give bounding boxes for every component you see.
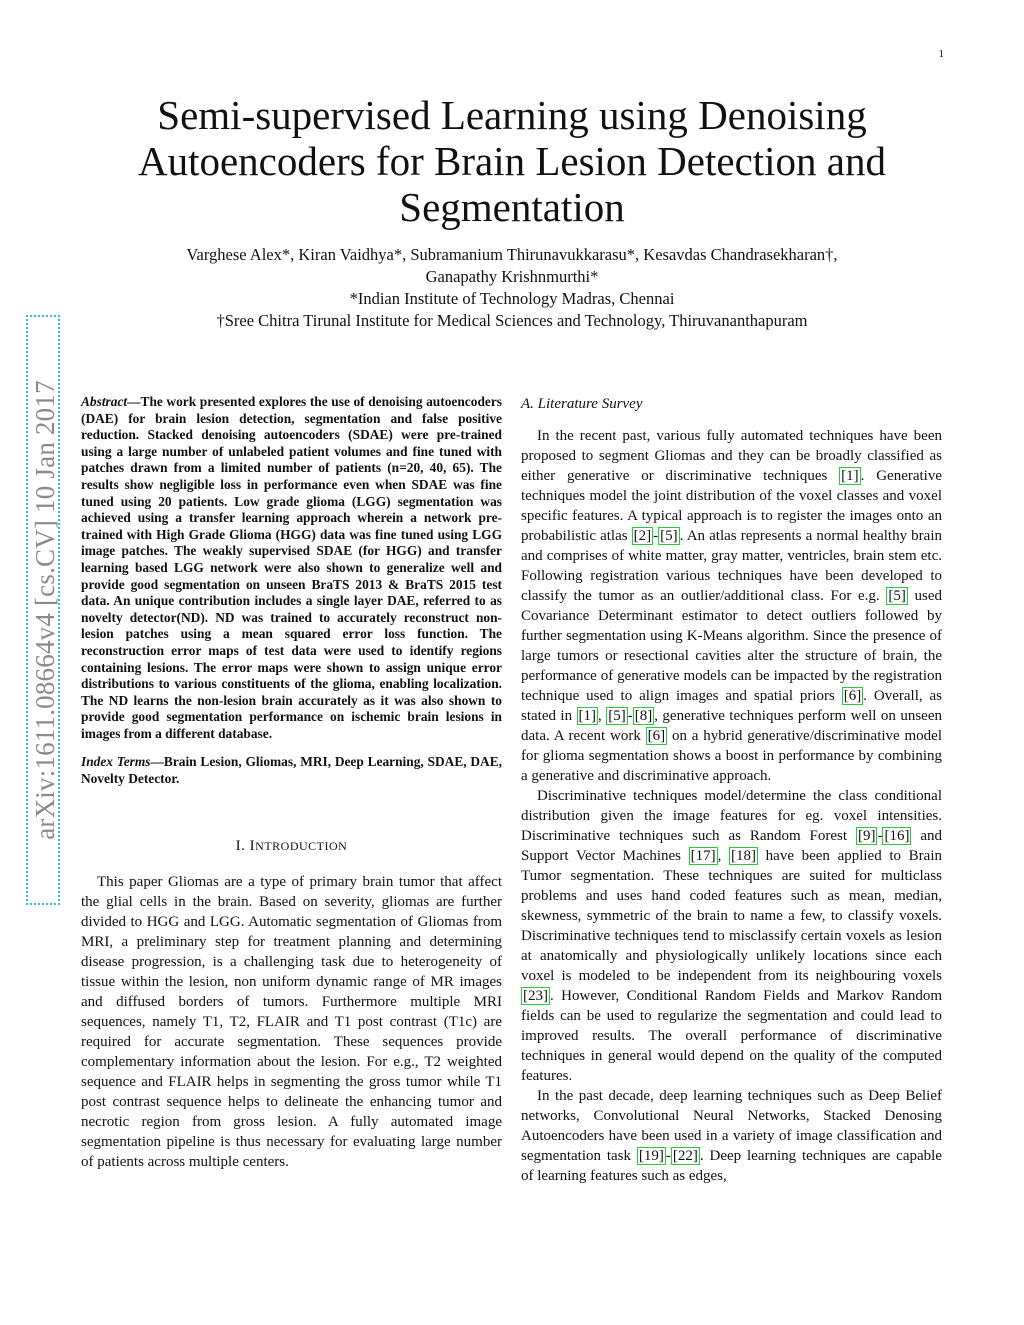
citation-link[interactable]: [5] xyxy=(608,708,626,724)
affiliation-sctimst: †Sree Chitra Tirunal Institute for Medical Sciences and Technology, Thiruvananthapuram xyxy=(216,311,808,330)
citation-link[interactable]: [22] xyxy=(672,1148,698,1164)
section-heading-introduction: I. INTRODUCTION xyxy=(235,837,348,854)
citation-link[interactable]: [1] xyxy=(841,468,859,484)
subsection-heading-literature-survey: A. Literature Survey xyxy=(521,396,643,412)
authors-line-2: Ganapathy Krishnmurthi* xyxy=(425,267,599,286)
right-column xyxy=(521,394,942,1186)
citation-link[interactable]: [6] xyxy=(843,688,862,704)
literature-paragraph-3: In the past decade, deep learning techniques such as Deep Belief networks, Convolutional Neural Networks, Stacked Denosing Autoencoders have been used in a variety of image classification and segmentation task [19] - [22] . Deep learning techniques are capable of learning features such as edges, xyxy=(521,1088,942,1184)
abstract xyxy=(81,394,502,742)
citation-link[interactable]: [18] xyxy=(731,848,757,864)
citation-link[interactable]: [23] xyxy=(523,988,548,1004)
citation-link[interactable]: [8] xyxy=(634,708,653,724)
citation-link[interactable]: [1] xyxy=(578,708,597,724)
citation-link[interactable]: [9] xyxy=(857,828,876,844)
abstract-label: Abstract xyxy=(81,394,128,409)
left-column xyxy=(81,394,502,1172)
arxiv-identifier-stamp[interactable]: arXiv:1611.08664v4 [cs.CV] 10 Jan 2017 xyxy=(26,315,60,905)
introduction-paragraph: This paper Gliomas are a type of primary brain tumor that affect the glial cells in the brain. Based on severity, gliomas are further divided to HGG and LGG. Automatic segmentation of Gliomas from MRI, a preliminary step for treatment planning and determining disease progression, is a challenging task due to heterogeneity of tissue within the lesion, non uniform dynamic range of MR images and diffused borders of tumors. Furthermore multiple MRI sequences, namely T1, T2, FLAIR and T1 post contrast (T1c) are required for accurate segmentation. These sequences provide complementary information about the lesion. For e.g., T2 weighted sequence and FLAIR helps in segmenting the gross tumor while T1 post contrast sequence helps to delineate the enhancing tumor and necrotic region from gross lesion. A fully automated image segmentation pipeline is thus necessary for evaluating large number of patients across multiple centers. xyxy=(81,873,502,1170)
author-block xyxy=(100,244,924,332)
citation-link[interactable]: [6] xyxy=(647,728,666,744)
affiliation-iit: *Indian Institute of Technology Madras, Chennai xyxy=(349,289,675,308)
citation-link[interactable]: [16] xyxy=(884,828,910,844)
citation-link[interactable]: [2] xyxy=(633,528,652,544)
index-terms-text: —Brain Lesion, Gliomas, MRI, Deep Learning, SDAE, DAE, Novelty Detector. xyxy=(81,754,502,787)
page-number: 1 xyxy=(938,48,944,60)
index-terms-label: Index Terms xyxy=(81,754,151,770)
literature-paragraph-2: Discriminative techniques model/determine the class conditional distribution given the image features for eg. voxel intensities. Discriminative techniques such as Random Forest [9] - [16] and Support Vector Machines [17] , [18] have been applied to Brain Tumor segmentation. These techniques are suited for multiclass problems and uses hand coded features such as mean, median, skewness, symmetric of the brain to name a few, to classify voxels. Discriminative techniques tend to misclassify certain voxels as lesion at anatomically and physiologically unlikely locations since each voxel is modeled to be independent from its neighbouring voxels [23] . However, Conditional Random Fields and Markov Random fields can be used to regularize the segmentation and could lead to improved results. The overall performance of discriminative techniques in general would depend on the quality of the computed features. xyxy=(521,788,942,1084)
citation-link[interactable]: [19] xyxy=(638,1148,664,1164)
citation-link[interactable]: [17] xyxy=(690,848,716,864)
literature-paragraph-1: In the recent past, various fully automated techniques have been proposed to segment Gliomas and they can be broadly classified as either generative or discriminative techniques [1] . Generative techniques model the joint distribution of the voxel classes and voxel specific features. A typical approach is to register the images onto an probabilistic atlas [2] - [5] . An atlas represents a normal healthy brain and comprises of white matter, gray matter, ventricles, brain stem etc. Following registration various techniques have been developed to classify the tumor as an outlier/additional class. For e.g. [5] used Covariance Determinant estimator to detect outliers followed by further segmentation using K-Means algorithm. Since the presence of large tumors or resectional cavities alter the structure of brain, the performance of generative models can be impacted by the registration technique used to align images and spatial priors [6] . Overall, as stated in [1] , [5] - [8] , generative techniques perform well on unseen data. A recent work [6] on a hybrid generative/discriminative model for glioma segmentation shows a boost in performance by combining a generative and discriminative approach. xyxy=(521,428,943,784)
citation-link[interactable]: [5] xyxy=(888,588,906,604)
paper-title: Semi-supervised Learning using Denoising Autoencoders for Brain Lesion Detection and Segmentation xyxy=(137,92,886,230)
authors-line-1: Varghese Alex*, Kiran Vaidhya*, Subramanium Thirunavukkarasu*, Kesavdas Chandrasekharan†, xyxy=(186,245,838,264)
abstract-text: —The work presented explores the use of denoising autoencoders (DAE) for brain lesion detection, segmentation and false positive reduction. Stacked denoising autoencoders (SDAE) were pre-trained using a large number of unlabeled patient volumes and fine tuned with patches drawn from a limited number of patients (n=20, 40, 65). The results show negligible loss in performance even when SDAE was fine tuned using 20 patients. Low grade glioma (LGG) segmentation was achieved using a transfer learning approach wherein a network pre-trained with High Grade Glioma (HGG) data was fine tuned using LGG image patches. The weakly supervised SDAE (for HGG) and transfer learning based LGG network were also shown to generalize well and provide good segmentation on unseen BraTS 2013 & BraTS 2015 test data. An unique contribution includes a single layer DAE, referred to as novelty detector(ND). ND was trained to accurately reconstruct non-lesion patches using a mean squared error loss function. The reconstruction error maps of test data were used to identify regions containing lesions. The error maps were shown to assign unique error distributions to various constituents of the glioma, enabling localization. The ND learns the non-lesion brain accurately as it was also shown to provide good segmentation performance on ischemic brain lesions in images from a different database. xyxy=(81,394,502,741)
index-terms xyxy=(81,754,502,787)
citation-link[interactable]: [5] xyxy=(660,528,678,544)
